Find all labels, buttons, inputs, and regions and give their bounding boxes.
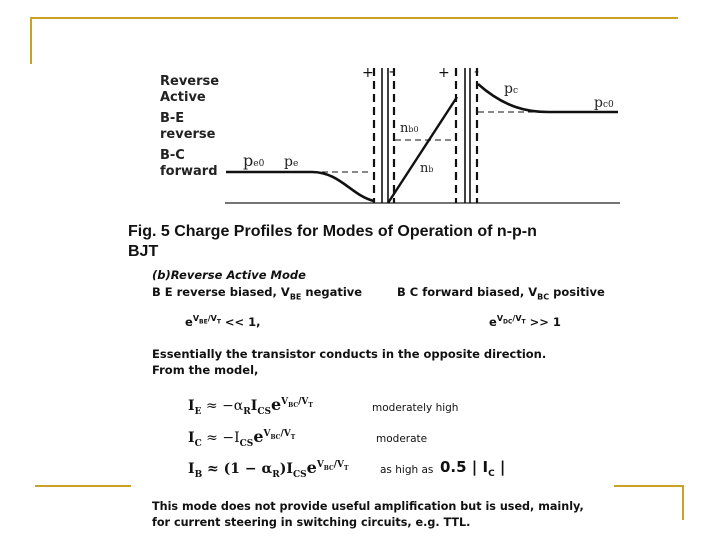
bottom-gold-line-right <box>614 485 684 487</box>
ie-note: moderately high <box>372 402 459 414</box>
ic-equation: $I_C \approx -I_{CS}e^{V_{BC}/V_T}$ <box>188 427 296 449</box>
bc-condition: $e^{V_{DC}/V_T} >> 1$ <box>489 314 561 329</box>
side-label-reverse: Reverse <box>160 74 220 89</box>
emitter-profile-curve <box>226 172 374 201</box>
label-pe: pe <box>284 154 299 170</box>
side-label-active: Active <box>160 89 206 105</box>
side-label-be-reverse: reverse <box>160 126 216 142</box>
essential-line-1: Essentially the transistor conducts in the opposite direction. <box>152 347 547 361</box>
caption-line-1: Fig. 5 Charge Profiles for Modes of Operation of n-p-n <box>128 223 537 240</box>
essential-line-2: From the model, <box>152 363 259 377</box>
be-bias-text: B E reverse biased, $V_{BE}$ negative <box>152 285 363 302</box>
side-label-bc-forward: forward <box>160 163 218 179</box>
bottom-gold-line-left <box>35 485 131 487</box>
bc-plus-sign: + <box>438 65 450 81</box>
be-condition: $e^{V_{BE}/V_T} << 1$, <box>185 314 261 329</box>
ib-value: 0.5 | $I_C$ | <box>440 458 506 479</box>
side-label-be: B-E <box>160 111 185 126</box>
ib-note: as high as <box>380 464 434 476</box>
label-pc0: pc0 <box>594 95 614 111</box>
side-label-bc: B-C <box>160 148 185 163</box>
ic-note: moderate <box>376 433 428 445</box>
ib-equation: $I_B \approx (1 - \alpha_R)I_{CS}e^{V_{BC}/V_T}$ <box>188 458 349 480</box>
figure-caption <box>128 222 537 262</box>
final-line-1: This mode does not provide useful amplification but is used, mainly, <box>152 500 584 513</box>
base-profile-line <box>388 97 457 203</box>
mode-side-labels <box>160 74 219 179</box>
right-gold-line <box>682 485 684 520</box>
final-line-2: for current steering in switching circuits, e.g. TTL. <box>152 516 471 529</box>
label-pc: pc <box>504 81 519 97</box>
label-pe0: pe0 <box>243 151 265 170</box>
ie-equation: $I_E \approx -\alpha_RI_{CS}e^{V_{BC}/V_T}$ <box>188 395 313 417</box>
bc-bias-text: B C forward biased, $V_{BC}$ positive <box>397 285 605 302</box>
mode-title: (b)Reverse Active Mode <box>152 268 306 282</box>
be-minus-sign: - <box>389 64 395 80</box>
label-nb0: nb0 <box>400 121 419 136</box>
label-nb: nb <box>420 161 434 176</box>
bc-minus-sign: - <box>474 64 480 80</box>
caption-line-2: BJT <box>128 243 159 260</box>
be-plus-sign: + <box>362 65 374 81</box>
